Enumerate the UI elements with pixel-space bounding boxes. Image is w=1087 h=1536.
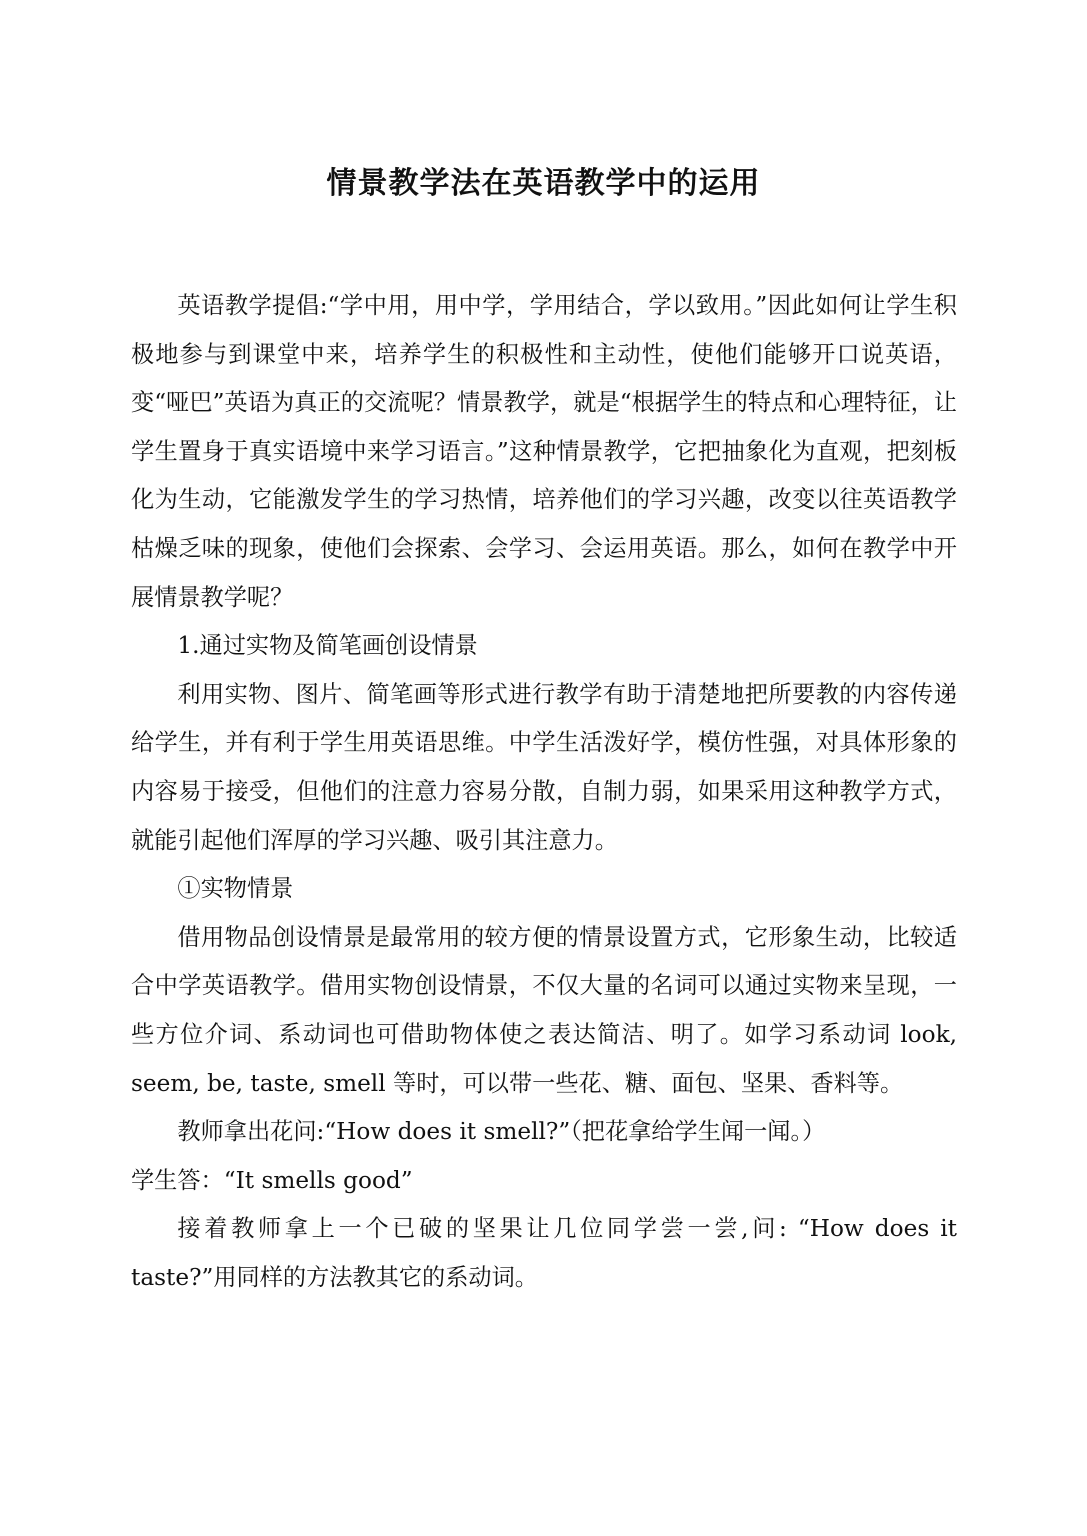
paragraph-subsection-1: 借用物品创设情景是最常用的较方便的情景设置方式，它形象生动，比较适合中学英语教学。借用实物创设情景，不仅大量的名词可以通过实物来呈现，一些方位介词、系动词也可借助物体使之表达简洁、明了。如学习系动词 look, seem, be, taste, smell 等时，可以带一些花、糖、面包、坚果、香料等。	[131, 923, 957, 1097]
document-body	[131, 282, 957, 1302]
paragraph-teacher-question: 教师拿出花问:“How does it smell?”（把花拿给学生闻一闻。）	[177, 1118, 826, 1146]
subsection-heading-1: ①实物情景	[177, 875, 294, 903]
paragraph-section-1: 利用实物、图片、简笔画等形式进行教学有助于清楚地把所要教的内容传递给学生，并有利于学生用英语思维。中学生活泼好学，模仿性强，对具体形象的内容易于接受，但他们的注意力容易分散，自制力弱，如果采用这种教学方式，就能引起他们浑厚的学习兴趣、吸引其注意力。	[131, 680, 957, 854]
document-title: 情景教学法在英语教学中的运用	[326, 166, 761, 201]
paragraph-student-answer: 学生答：“It smells good”	[131, 1166, 413, 1194]
section-heading-1: 1.通过实物及简笔画创设情景	[177, 632, 478, 660]
paragraph-followup: 接着教师拿上一个已破的坚果让几位同学尝一尝,问: “How does it taste?”用同样的方法教其它的系动词。	[131, 1215, 957, 1291]
paragraph-intro: 英语教学提倡:“学中用，用中学，学用结合，学以致用。”因此如何让学生积极地参与到课堂中来，培养学生的积极性和主动性，使他们能够开口说英语，变“哑巴”英语为真正的交流呢？情景教学，就是“根据学生的特点和心理特征，让学生置身于真实语境中来学习语言。”这种情景教学，它把抽象化为直观，把刻板化为生动，它能激发学生的学习热情，培养他们的学习兴趣，改变以往英语教学枯燥乏味的现象，使他们会探索、会学习、会运用英语。那么，如何在教学中开展情景教学呢？	[131, 292, 957, 611]
